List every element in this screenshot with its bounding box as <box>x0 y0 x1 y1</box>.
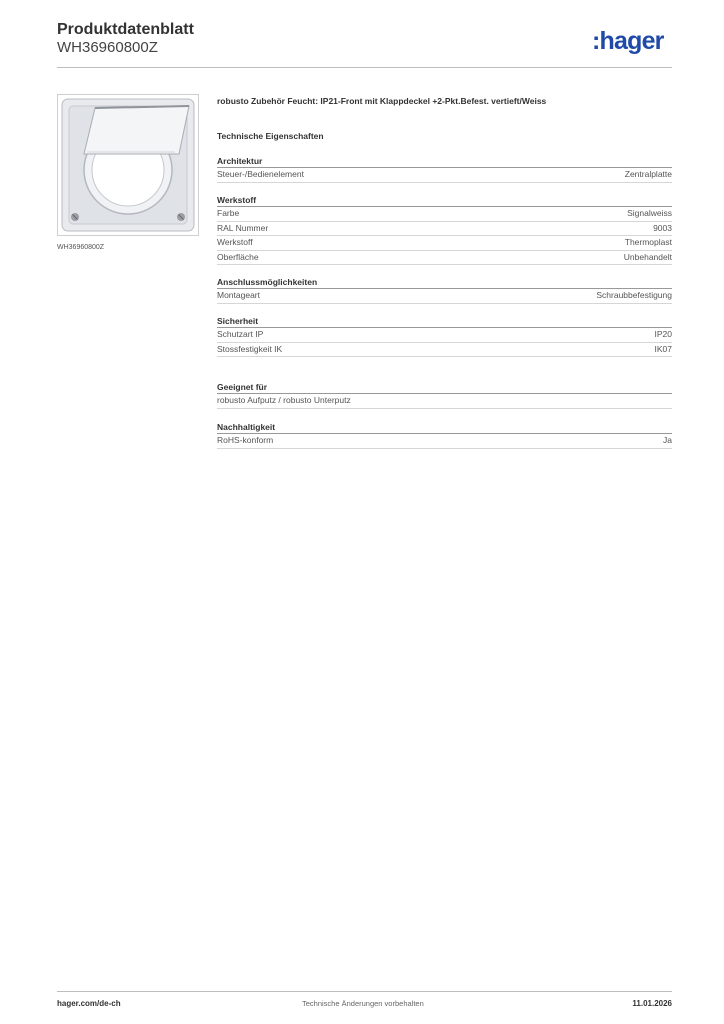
image-caption: WH36960800Z <box>57 244 105 251</box>
product-code: WH36960800Z <box>57 39 158 56</box>
section-title: Nachhaltigkeit <box>217 421 672 434</box>
row-value: Schraubbefestigung <box>596 290 672 300</box>
footer-note: Technische Änderungen vorbehalten <box>302 999 424 1008</box>
section-werkstoff <box>217 194 672 265</box>
table-row <box>217 207 672 222</box>
section-architektur <box>217 155 672 183</box>
row-value: Thermoplast <box>624 237 672 248</box>
logo-dot: : <box>592 27 600 55</box>
document-title: Produktdatenblatt <box>57 21 194 38</box>
section-title: Werkstoff <box>217 194 672 207</box>
row-value: Zentralplatte <box>624 169 672 179</box>
section-title: Anschlussmöglichkeiten <box>217 276 672 289</box>
row-value: IK07 <box>654 343 672 354</box>
table-row <box>217 168 672 183</box>
product-image <box>57 94 199 236</box>
row-label: Stossfestigkeit IK <box>217 343 283 354</box>
table-row <box>217 251 672 266</box>
section-nachhaltigkeit <box>217 421 672 449</box>
product-description: robusto Zubehör Feucht: IP21-Front mit Klappdeckel +2-Pkt.Befest. vertieft/Weiss <box>217 96 547 106</box>
row-value: Unbehandelt <box>623 251 672 262</box>
row-label: Farbe <box>217 208 240 218</box>
table-row <box>217 434 672 449</box>
table-row <box>217 343 672 358</box>
tech-heading: Technische Eigenschaften <box>217 131 324 141</box>
hager-logo <box>592 29 664 54</box>
logo-text: hager <box>599 27 664 55</box>
section-anschluss <box>217 276 672 304</box>
table-row <box>217 394 672 409</box>
row-label: Schutzart IP <box>217 329 264 339</box>
section-title: Geeignet für <box>217 381 672 394</box>
row-label: Oberfläche <box>217 251 259 262</box>
row-label: Montageart <box>217 290 260 300</box>
row-label: Steuer-/Bedienelement <box>217 169 304 179</box>
row-label: robusto Aufputz / robusto Unterputz <box>217 395 351 405</box>
row-label: RoHS-konform <box>217 435 274 445</box>
row-label: RAL Nummer <box>217 222 269 233</box>
footer-divider <box>57 991 672 992</box>
row-value: Ja <box>663 435 672 445</box>
table-row <box>217 236 672 251</box>
table-row <box>217 222 672 237</box>
section-geeignet <box>217 381 672 409</box>
row-label: Werkstoff <box>217 237 253 248</box>
section-title: Sicherheit <box>217 315 672 328</box>
row-value: IP20 <box>654 329 672 339</box>
table-row <box>217 289 672 304</box>
section-title: Architektur <box>217 155 672 168</box>
table-row <box>217 328 672 343</box>
footer-date: 11.01.2026 <box>632 999 672 1008</box>
row-value: 9003 <box>653 222 672 233</box>
footer-website-link[interactable]: hager.com/de-ch <box>57 999 121 1008</box>
row-value: Signalweiss <box>627 208 672 218</box>
header-divider <box>57 67 672 68</box>
section-sicherheit <box>217 315 672 357</box>
